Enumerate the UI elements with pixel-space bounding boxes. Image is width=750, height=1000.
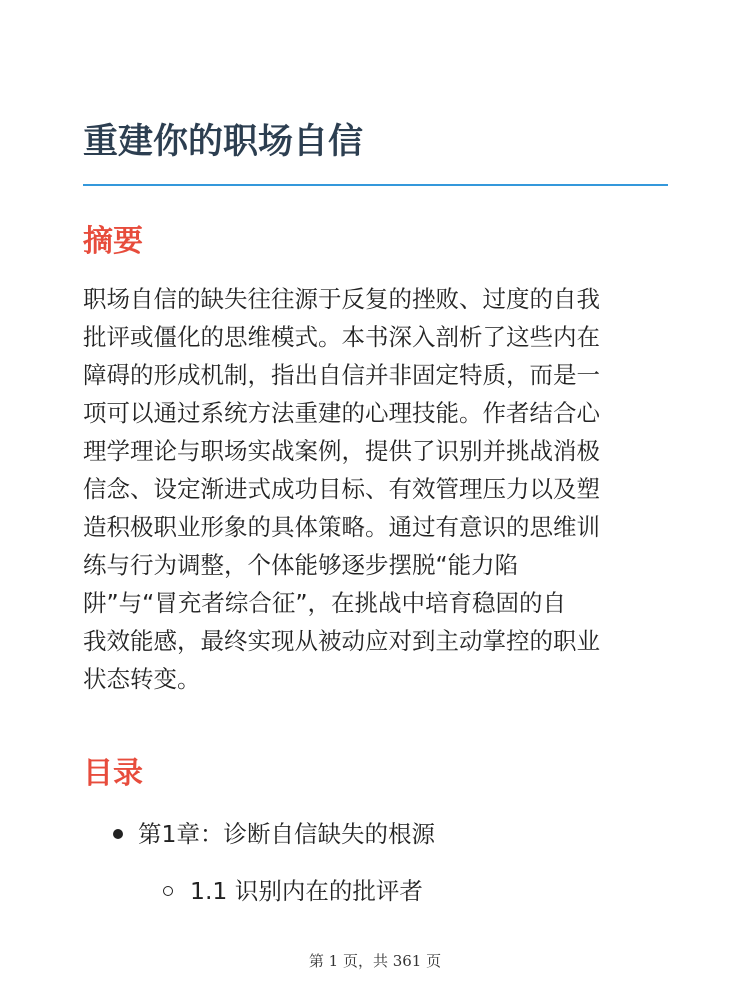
toc-chapter-1-link[interactable]: 第1章：诊断自信缺失的根源 [138,820,435,848]
title-divider [83,184,668,186]
abstract-line: 状态转变。 [83,665,201,693]
abstract-line: 我效能感，最终实现从被动应对到主动掌控的职业 [83,627,600,655]
abstract-line: 职场自信的缺失往往源于反复的挫败、过度的自我 [83,285,600,313]
bullet-disc-icon [113,829,123,839]
abstract-line: 练与行为调整，个体能够逐步摆脱“能力陷 [83,551,519,579]
bullet-circle-icon [163,886,173,896]
abstract-line: 障碍的形成机制，指出自信并非固定特质，而是一 [83,361,600,389]
abstract-line: 阱”与“冒充者综合征”，在挑战中培育稳固的自 [83,589,567,617]
toc-heading: 目录 [83,756,143,791]
abstract-line: 信念、设定渐进式成功目标、有效管理压力以及塑 [83,475,600,503]
abstract-paragraph [83,280,673,698]
page-footer: 第 1 页，共 361 页 [308,952,442,970]
abstract-line: 理学理论与职场实战案例，提供了识别并挑战消极 [83,437,600,465]
abstract-line: 批评或僵化的思维模式。本书深入剖析了这些内在 [83,323,600,351]
document-title: 重建你的职场自信 [83,122,364,162]
abstract-heading: 摘要 [83,224,143,259]
toc-section-1-1-link[interactable]: 1.1 识别内在的批评者 [190,877,423,905]
abstract-line: 造积极职业形象的具体策略。通过有意识的思维训 [83,513,600,541]
abstract-line: 项可以通过系统方法重建的心理技能。作者结合心 [83,399,600,427]
